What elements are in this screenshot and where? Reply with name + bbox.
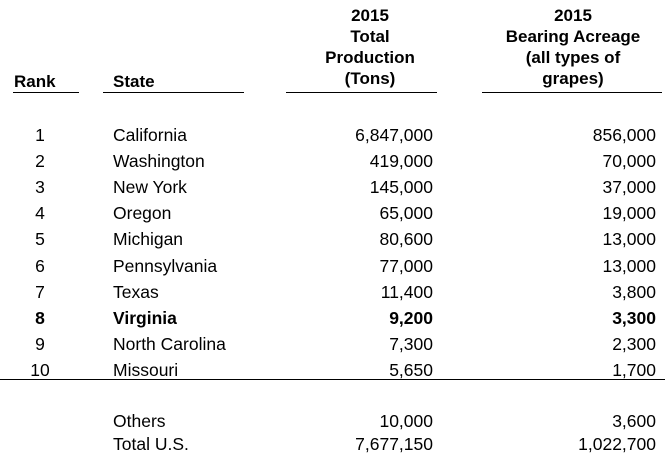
acreage-cell: 3,800	[612, 281, 656, 302]
production-cell: 7,300	[389, 333, 433, 354]
state-cell: California	[113, 125, 187, 145]
production-cell: 7,677,150	[355, 434, 433, 454]
header-underline-acreage	[482, 92, 662, 93]
production-cell: 77,000	[379, 255, 433, 276]
header-acreage-line: Bearing Acreage	[505, 27, 641, 46]
rank-cell: 7	[35, 281, 45, 302]
summary-row	[0, 431, 669, 457]
header-underline-rank	[13, 92, 79, 93]
header-underline-state	[103, 92, 244, 93]
state-cell: Washington	[113, 151, 205, 172]
acreage-cell: 856,000	[592, 125, 656, 145]
production-cell: 11,400	[380, 281, 433, 302]
state-cell: Pennsylvania	[113, 255, 218, 276]
header-production-line: Production	[325, 48, 415, 67]
state-cell: Missouri	[113, 359, 179, 380]
state-cell: North Carolina	[113, 333, 226, 354]
production-cell: 80,600	[379, 229, 433, 250]
table-row	[0, 305, 669, 331]
table-row	[0, 148, 669, 174]
header-acreage-line: grapes)	[542, 69, 604, 88]
header-acreage-line: 2015	[554, 6, 592, 25]
header-production-line: Total	[350, 27, 390, 46]
table-row	[0, 122, 669, 148]
acreage-cell: 3,600	[612, 411, 656, 431]
rank-cell: 2	[35, 151, 45, 172]
rank-cell: 10	[30, 359, 50, 380]
acreage-cell: 2,300	[612, 333, 656, 354]
rank-cell: 1	[35, 125, 45, 145]
table-row	[0, 279, 669, 305]
production-cell: 6,847,000	[355, 125, 433, 145]
acreage-cell: 70,000	[602, 151, 656, 172]
acreage-cell: 13,000	[602, 255, 656, 276]
state-cell: Total U.S.	[113, 434, 189, 454]
acreage-cell: 19,000	[602, 203, 656, 224]
production-cell: 5,650	[389, 359, 433, 380]
rank-cell: 8	[35, 307, 45, 328]
state-cell: Michigan	[113, 229, 184, 250]
header-acreage-line: (all types of	[525, 48, 621, 67]
rank-cell: 6	[35, 255, 45, 276]
state-cell: Oregon	[113, 203, 172, 224]
header-production-line: 2015	[351, 6, 389, 25]
acreage-cell: 3,300	[612, 307, 656, 328]
acreage-cell: 13,000	[602, 229, 656, 250]
production-cell: 65,000	[379, 203, 433, 224]
header-production	[305, 5, 435, 89]
production-cell: 145,000	[369, 177, 433, 198]
table-row	[0, 200, 669, 226]
header-underline-production	[286, 92, 437, 93]
production-cell: 9,200	[389, 307, 433, 328]
table-divider	[0, 379, 665, 380]
rank-cell: 9	[35, 333, 45, 354]
acreage-cell: 37,000	[602, 177, 656, 198]
table-row	[0, 174, 669, 200]
header-acreage	[478, 5, 668, 89]
table-row	[0, 253, 669, 279]
production-cell: 10,000	[379, 411, 433, 431]
header-production-line: (Tons)	[344, 69, 396, 88]
table-row	[0, 331, 669, 357]
rank-cell: 4	[35, 203, 45, 224]
acreage-cell: 1,700	[612, 359, 656, 380]
header-state: State	[113, 72, 155, 91]
state-cell: New York	[113, 177, 187, 198]
state-cell: Others	[113, 411, 166, 431]
state-cell: Virginia	[113, 307, 177, 328]
production-cell: 419,000	[369, 151, 433, 172]
rank-cell: 3	[35, 177, 45, 198]
acreage-cell: 1,022,700	[578, 434, 656, 454]
rank-cell: 5	[35, 229, 45, 250]
table-row	[0, 226, 669, 252]
header-rank: Rank	[14, 72, 56, 91]
state-cell: Texas	[113, 281, 159, 302]
